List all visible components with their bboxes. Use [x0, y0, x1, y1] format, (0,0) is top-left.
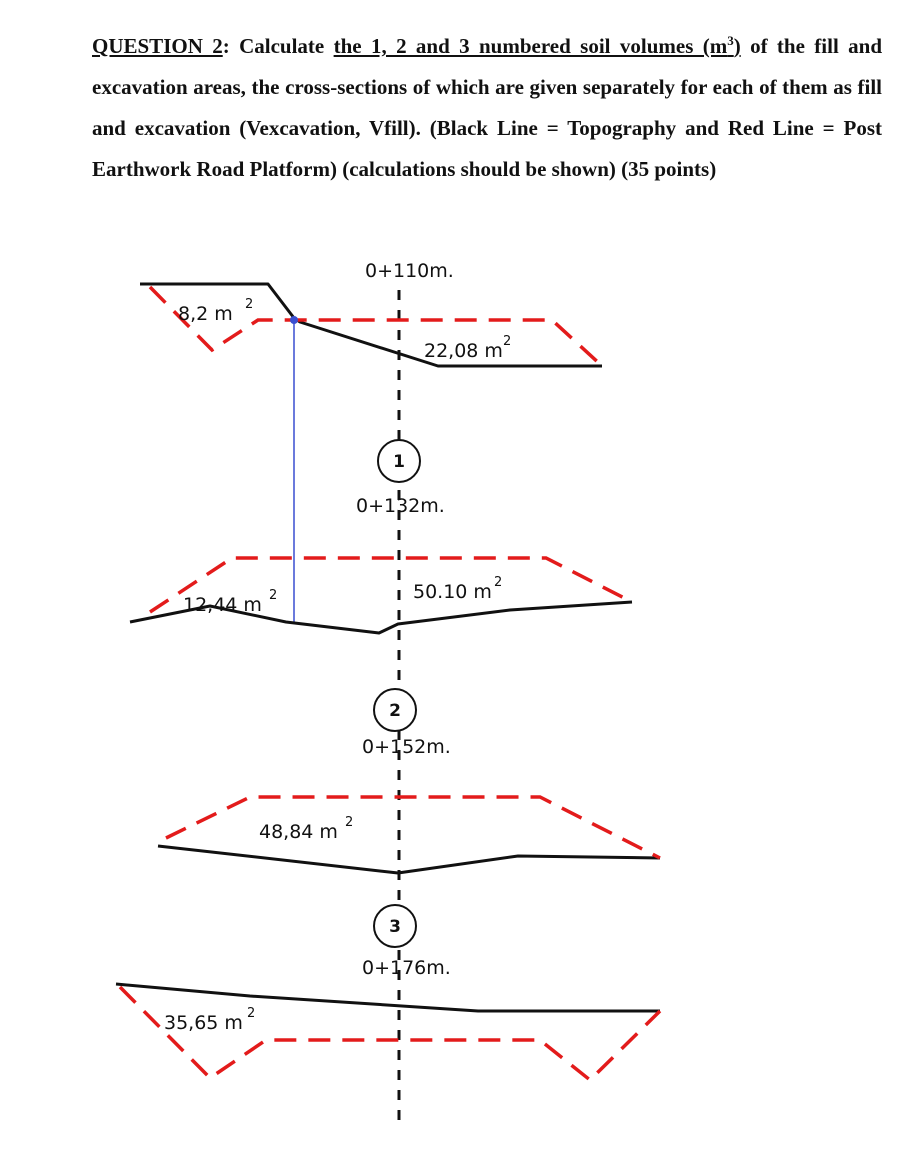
platform-line-0-110: [150, 287, 602, 366]
question-intro: : Calculate: [222, 34, 334, 58]
area-label-0-176-left: 35,65 m: [164, 1012, 243, 1034]
area-label-0-132-right: 50.10 m: [413, 581, 492, 603]
volume-marker-3-label: 3: [389, 917, 401, 937]
guide-point: [290, 316, 298, 324]
question-label: QUESTION 2: [92, 34, 223, 58]
area-exp: 2: [247, 1006, 256, 1021]
question-underlined-close: ): [733, 34, 741, 58]
area-exp: 2: [345, 815, 354, 830]
area-exp: 2: [245, 297, 254, 312]
station-label-0-110: 0+110m.: [365, 260, 454, 282]
area-label-0-110-left: 8,2 m: [178, 303, 233, 325]
question-underlined-sup: 3: [727, 33, 734, 48]
topography-line-0-110: [140, 284, 602, 366]
area-label-0-152-center: 48,84 m: [259, 821, 338, 843]
area-exp: 2: [503, 334, 512, 349]
area-label-0-110-right: 22,08 m: [424, 340, 503, 362]
area-exp: 2: [494, 575, 503, 590]
station-label-0-132: 0+132m.: [356, 495, 445, 517]
area-exp: 2: [269, 588, 278, 603]
question-body: of the fill and excavation areas, the cross-sections of which are given separately for each of them as fill and excavation (Vexcavation, Vfill). (Black Line = Topography and Red Line = Post Earthwork Road Platform) (calculations should be shown) (35 points): [92, 34, 882, 181]
question-underlined-text: the 1, 2 and 3 numbered soil volumes (m: [333, 34, 728, 58]
area-label-0-132-left: 12,44 m: [183, 594, 262, 616]
volume-marker-2-label: 2: [389, 701, 401, 721]
topography-line-0-176: [116, 984, 660, 1011]
station-label-0-176: 0+176m.: [362, 957, 451, 979]
topography-line-0-152: [158, 846, 660, 873]
station-label-0-152: 0+152m.: [362, 736, 451, 758]
volume-marker-1-label: 1: [393, 452, 405, 472]
platform-line-0-152: [166, 797, 660, 858]
